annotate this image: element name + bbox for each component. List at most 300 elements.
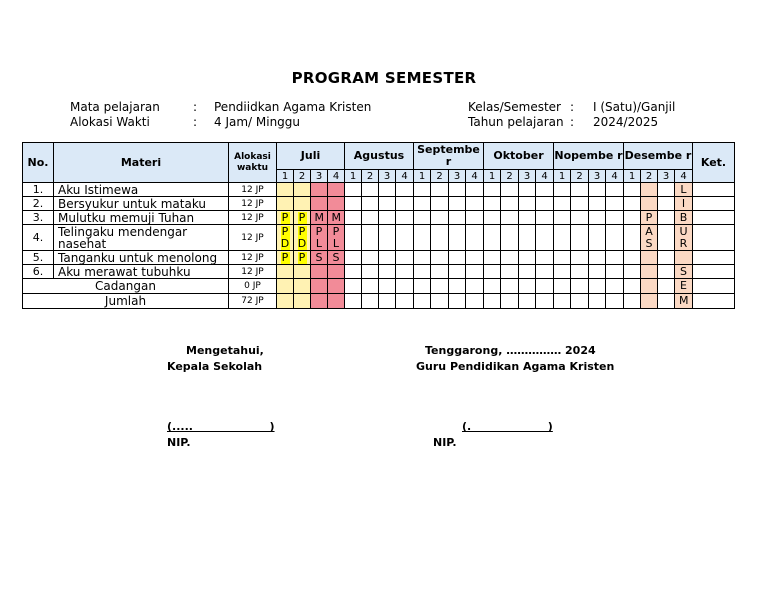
row-ket [693, 279, 735, 294]
week-cell [606, 225, 624, 251]
colon: : [570, 115, 575, 129]
row-alokasi: 12 JP [229, 251, 277, 265]
row-materi: Aku merawat tubuhku [54, 265, 229, 279]
row-materi: Aku Istimewa [54, 183, 229, 197]
table-row [23, 265, 735, 279]
header-alokasi: Alokasi waktu [229, 143, 277, 183]
week-cell [554, 251, 571, 265]
week-cell [571, 294, 589, 309]
week-cell [449, 265, 466, 279]
week-cell [641, 183, 658, 197]
schedule-mark: S [680, 264, 687, 278]
week-cell [379, 251, 396, 265]
week-cell [277, 197, 294, 211]
week-cell [396, 265, 414, 279]
schedule-mark: P [281, 250, 289, 264]
month-oktober: Oktober [484, 143, 554, 170]
week-cell [519, 251, 536, 265]
row-materi: Telingaku mendengar nasehat [54, 225, 229, 251]
week-cell [658, 211, 675, 225]
time-label: Alokasi Wakti [70, 115, 150, 129]
week-cell [554, 265, 571, 279]
week-cell [484, 225, 501, 251]
sign-right-line2: Guru Pendidikan Agama Kristen [416, 360, 615, 373]
week-4-month-1: 4 [328, 170, 345, 183]
sign-left-line1: Mengetahui, [186, 344, 264, 357]
month-nopember: Nopembe r [554, 143, 624, 170]
row-alokasi: 12 JP [229, 265, 277, 279]
colon: : [570, 100, 575, 114]
row-alokasi: 12 JP [229, 183, 277, 197]
schedule-mark: P L [332, 224, 340, 250]
week-cell [606, 279, 624, 294]
week-cell [466, 294, 484, 309]
week-cell [294, 183, 311, 197]
week-cell [414, 183, 431, 197]
week-cell [624, 251, 641, 265]
row-ket [693, 265, 735, 279]
week-cell [675, 251, 693, 265]
week-cell [641, 225, 658, 251]
week-cell [414, 211, 431, 225]
week-cell [449, 294, 466, 309]
week-cell [501, 251, 519, 265]
sign-left-nip: NIP. [167, 436, 191, 449]
week-cell [554, 225, 571, 251]
week-cell [536, 211, 554, 225]
week-cell [554, 279, 571, 294]
subject-value: Pendiidkan Agama Kristen [214, 100, 372, 114]
row-alokasi: 12 JP [229, 211, 277, 225]
week-cell [519, 197, 536, 211]
week-cell [362, 279, 379, 294]
week-cell [484, 197, 501, 211]
header-no: No. [23, 143, 54, 183]
week-cell [414, 294, 431, 309]
week-cell [294, 211, 311, 225]
week-cell [641, 211, 658, 225]
week-cell [519, 183, 536, 197]
week-cell [484, 279, 501, 294]
week-cell [675, 279, 693, 294]
week-cell [294, 294, 311, 309]
week-cell [589, 279, 606, 294]
table-row [23, 183, 735, 197]
week-cell [624, 183, 641, 197]
schedule-mark: P [298, 250, 306, 264]
sign-left-name: (..... ) [167, 420, 275, 433]
week-4-month-3: 4 [466, 170, 484, 183]
row-jumlah-label: Jumlah [23, 294, 229, 309]
week-cell [589, 197, 606, 211]
week-cell [501, 197, 519, 211]
week-4-month-2: 4 [396, 170, 414, 183]
month-desember: Desembe r [624, 143, 693, 170]
week-cell [658, 251, 675, 265]
week-cell [554, 197, 571, 211]
week-2-month-1: 2 [294, 170, 311, 183]
table-row [23, 197, 735, 211]
row-no: 3. [23, 211, 54, 225]
week-cell [589, 211, 606, 225]
week-cell [362, 183, 379, 197]
week-cell [571, 183, 589, 197]
week-cell [519, 211, 536, 225]
week-1-month-4: 1 [484, 170, 501, 183]
schedule-mark: A S [645, 224, 653, 250]
week-cell [379, 183, 396, 197]
week-cell [624, 294, 641, 309]
week-cell [379, 197, 396, 211]
week-cell [466, 183, 484, 197]
week-4-month-4: 4 [536, 170, 554, 183]
row-ket [693, 211, 735, 225]
week-cell [362, 211, 379, 225]
week-cell [294, 197, 311, 211]
week-cell [277, 225, 294, 251]
week-2-month-3: 2 [431, 170, 449, 183]
row-cadangan-label: Cadangan [23, 279, 229, 294]
week-cell [431, 197, 449, 211]
week-cell [328, 279, 345, 294]
week-cell [277, 183, 294, 197]
week-cell [606, 251, 624, 265]
week-cell [328, 211, 345, 225]
schedule-mark: P D [297, 224, 307, 250]
week-2-month-4: 2 [501, 170, 519, 183]
week-cell [536, 251, 554, 265]
week-cell [624, 211, 641, 225]
sign-right-name: (. ) [462, 420, 553, 433]
week-cell [658, 279, 675, 294]
week-3-month-5: 3 [589, 170, 606, 183]
week-cell [431, 294, 449, 309]
week-cell [484, 183, 501, 197]
year-label: Tahun pelajaran [468, 115, 564, 129]
week-cell [536, 279, 554, 294]
week-cell [658, 265, 675, 279]
semester-table [22, 142, 735, 309]
week-cell [466, 279, 484, 294]
sign-right-line1: Tenggarong, …………… 2024 [425, 344, 596, 357]
week-1-month-6: 1 [624, 170, 641, 183]
week-cell [431, 279, 449, 294]
month-september: Septembe r [414, 143, 484, 170]
schedule-mark: E [680, 279, 687, 292]
week-cell [658, 294, 675, 309]
week-cell [675, 183, 693, 197]
schedule-mark: S [332, 250, 340, 264]
week-cell [328, 197, 345, 211]
header-materi: Materi [54, 143, 229, 183]
week-cell [571, 251, 589, 265]
week-cell [658, 197, 675, 211]
schedule-mark: M [331, 210, 341, 224]
row-jumlah-alokasi: 72 JP [229, 294, 277, 309]
schedule-mark: P [298, 210, 306, 224]
week-cell [431, 251, 449, 265]
week-cell [571, 279, 589, 294]
week-4-month-5: 4 [606, 170, 624, 183]
week-cell [431, 265, 449, 279]
week-cell [519, 225, 536, 251]
week-cell [501, 265, 519, 279]
week-cell [519, 279, 536, 294]
week-cell [641, 265, 658, 279]
week-cell [294, 265, 311, 279]
subject-label: Mata pelajaran [70, 100, 160, 114]
week-cell [484, 211, 501, 225]
week-cell [396, 251, 414, 265]
week-cell [414, 197, 431, 211]
week-cell [379, 211, 396, 225]
week-cell [501, 183, 519, 197]
week-cell [571, 197, 589, 211]
info-left [70, 100, 371, 130]
row-ket [693, 197, 735, 211]
week-cell [589, 183, 606, 197]
week-cell [396, 183, 414, 197]
week-cell [311, 183, 328, 197]
week-cell [362, 265, 379, 279]
week-1-month-1: 1 [277, 170, 294, 183]
week-cell [589, 265, 606, 279]
week-cell [501, 279, 519, 294]
week-cell [641, 294, 658, 309]
colon: : [193, 100, 198, 114]
week-cell [362, 251, 379, 265]
week-cell [589, 294, 606, 309]
schedule-mark: I [681, 196, 686, 210]
week-cell [431, 211, 449, 225]
month-agustus: Agustus [345, 143, 414, 170]
week-cell [449, 211, 466, 225]
schedule-mark: P D [280, 224, 290, 250]
row-ket [693, 225, 735, 251]
week-cell [606, 211, 624, 225]
week-3-month-2: 3 [379, 170, 396, 183]
week-cell [431, 225, 449, 251]
week-cell [362, 294, 379, 309]
row-alokasi: 12 JP [229, 225, 277, 251]
week-cell [396, 279, 414, 294]
week-cell [311, 197, 328, 211]
month-juli: Juli [277, 143, 345, 170]
row-materi: Bersyukur untuk mataku [54, 197, 229, 211]
week-cell [379, 265, 396, 279]
week-cell [294, 251, 311, 265]
info-right [468, 100, 675, 130]
week-2-month-2: 2 [362, 170, 379, 183]
week-cell [345, 197, 362, 211]
week-cell [414, 251, 431, 265]
week-cell [466, 211, 484, 225]
week-cell [554, 211, 571, 225]
class-label: Kelas/Semester [468, 100, 561, 114]
schedule-mark: U R [679, 224, 688, 250]
week-cell [414, 279, 431, 294]
week-cell [431, 183, 449, 197]
row-no: 2. [23, 197, 54, 211]
week-cell [277, 251, 294, 265]
week-cell [362, 197, 379, 211]
week-cell [624, 279, 641, 294]
week-3-month-3: 3 [449, 170, 466, 183]
week-cell [311, 279, 328, 294]
row-no: 5. [23, 251, 54, 265]
week-cell [536, 294, 554, 309]
week-cell [345, 294, 362, 309]
week-cell [641, 279, 658, 294]
week-cell [449, 183, 466, 197]
row-ket [693, 183, 735, 197]
week-cell [396, 225, 414, 251]
week-cell [345, 251, 362, 265]
week-cell [449, 251, 466, 265]
row-no: 6. [23, 265, 54, 279]
week-cell [536, 265, 554, 279]
row-no: 1. [23, 183, 54, 197]
sign-left-line2: Kepala Sekolah [167, 360, 263, 373]
week-cell [675, 225, 693, 251]
schedule-mark: L [680, 182, 687, 196]
week-cell [311, 265, 328, 279]
row-no: 4. [23, 225, 54, 251]
week-cell [311, 225, 328, 251]
week-cell [675, 294, 693, 309]
week-cell [379, 279, 396, 294]
week-cell [345, 183, 362, 197]
week-cell [396, 294, 414, 309]
week-cell [658, 183, 675, 197]
table-row [23, 211, 735, 225]
week-cell [449, 225, 466, 251]
week-cell [414, 225, 431, 251]
week-cell [606, 197, 624, 211]
week-cell [501, 294, 519, 309]
week-cell [536, 225, 554, 251]
row-ket [693, 251, 735, 265]
week-cell [554, 294, 571, 309]
week-cell [501, 211, 519, 225]
sign-right-nip: NIP. [433, 436, 457, 449]
schedule-mark: P L [315, 224, 323, 250]
week-cell [484, 251, 501, 265]
page-title: PROGRAM SEMESTER [291, 69, 477, 87]
colon: : [193, 115, 198, 129]
week-cell [328, 294, 345, 309]
week-cell [311, 294, 328, 309]
week-1-month-3: 1 [414, 170, 431, 183]
week-cell [277, 211, 294, 225]
week-cell [536, 197, 554, 211]
week-cell [501, 225, 519, 251]
week-3-month-4: 3 [519, 170, 536, 183]
week-cell [466, 197, 484, 211]
week-cell [571, 225, 589, 251]
schedule-mark: S [315, 250, 323, 264]
week-cell [379, 294, 396, 309]
week-cell [606, 265, 624, 279]
week-cell [362, 225, 379, 251]
week-cell [396, 211, 414, 225]
schedule-mark: P [281, 210, 289, 224]
week-cell [554, 183, 571, 197]
table-row [23, 294, 735, 309]
table-row [23, 251, 735, 265]
week-cell [571, 265, 589, 279]
table-row [23, 225, 735, 251]
week-1-month-2: 1 [345, 170, 362, 183]
table-row [23, 279, 735, 294]
week-cell [345, 265, 362, 279]
week-cell [311, 211, 328, 225]
week-cell [466, 225, 484, 251]
week-cell [328, 251, 345, 265]
row-cadangan-alokasi: 0 JP [229, 279, 277, 294]
time-value: 4 Jam/ Minggu [214, 115, 301, 129]
week-cell [277, 279, 294, 294]
week-3-month-1: 3 [311, 170, 328, 183]
week-cell [641, 251, 658, 265]
week-cell [675, 197, 693, 211]
week-cell [311, 251, 328, 265]
schedule-mark: M [314, 210, 324, 224]
week-cell [449, 197, 466, 211]
week-cell [328, 265, 345, 279]
week-cell [606, 294, 624, 309]
week-cell [519, 265, 536, 279]
row-ket [693, 294, 735, 309]
week-cell [294, 225, 311, 251]
row-materi: Mulutku memuji Tuhan [54, 211, 229, 225]
week-1-month-5: 1 [554, 170, 571, 183]
week-3-month-6: 3 [658, 170, 675, 183]
week-cell [466, 265, 484, 279]
class-value: I (Satu)/Ganjil [593, 100, 676, 114]
week-cell [658, 225, 675, 251]
week-cell [484, 265, 501, 279]
week-cell [379, 225, 396, 251]
week-cell [277, 294, 294, 309]
header-ket: Ket. [693, 143, 735, 183]
schedule-mark: M [679, 294, 689, 307]
schedule-mark: B [679, 210, 688, 224]
week-cell [345, 211, 362, 225]
week-cell [345, 279, 362, 294]
year-value: 2024/2025 [593, 115, 659, 129]
week-cell [414, 265, 431, 279]
week-cell [328, 183, 345, 197]
week-cell [571, 211, 589, 225]
week-cell [328, 225, 345, 251]
week-cell [277, 265, 294, 279]
schedule-mark: P [645, 210, 653, 224]
week-cell [396, 197, 414, 211]
week-cell [624, 197, 641, 211]
week-4-month-6: 4 [675, 170, 693, 183]
week-cell [536, 183, 554, 197]
week-cell [675, 265, 693, 279]
week-cell [466, 251, 484, 265]
row-alokasi: 12 JP [229, 197, 277, 211]
week-cell [484, 294, 501, 309]
row-materi: Tanganku untuk menolong [54, 251, 229, 265]
week-2-month-5: 2 [571, 170, 589, 183]
week-cell [589, 225, 606, 251]
week-cell [606, 183, 624, 197]
week-cell [675, 211, 693, 225]
